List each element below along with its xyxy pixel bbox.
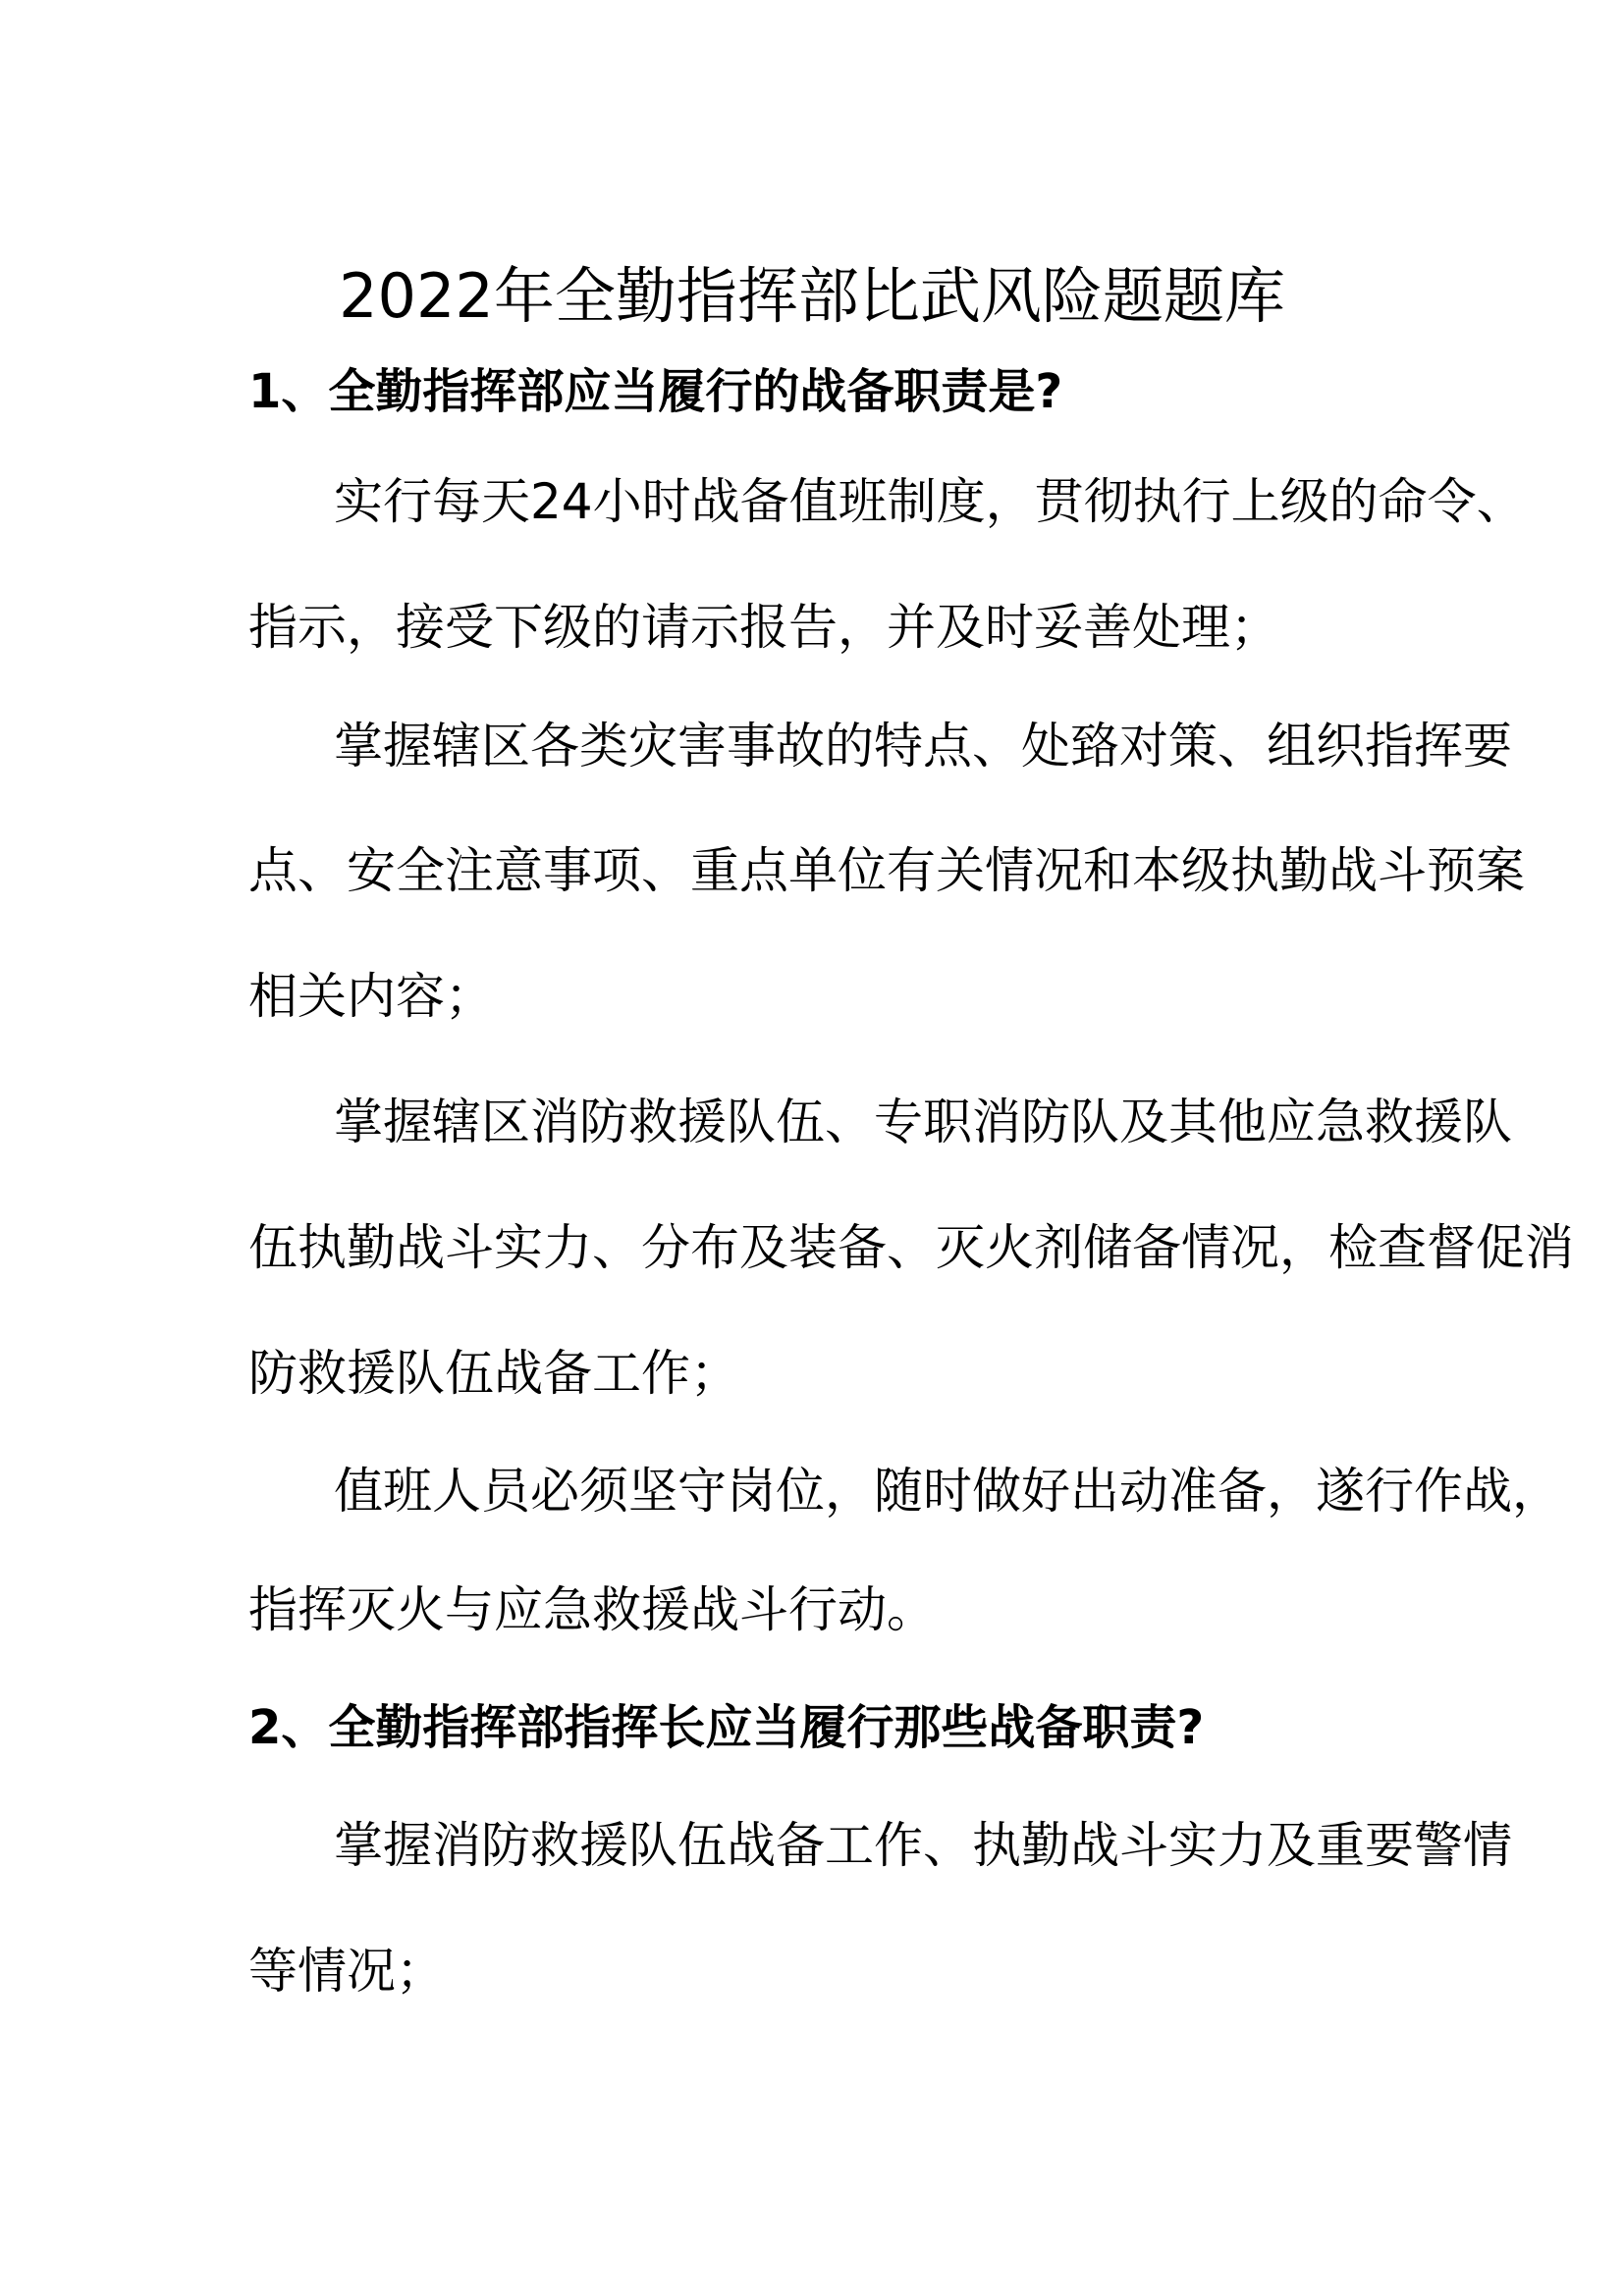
answer-line: 实行每天24小时战备值班制度，贯彻执行上级的命令、 — [334, 473, 1526, 530]
answer-line: 等情况； — [248, 1943, 445, 2000]
question-2-heading: 2、全勤指挥部指挥长应当履行那些战备职责? — [248, 1700, 1205, 1755]
answer-line: 指示，接受下级的请示报告，并及时妥善处理； — [248, 599, 1279, 656]
answer-line: 值班人员必须坚守岗位，随时做好出动准备，遂行作战， — [334, 1463, 1561, 1520]
document-title: 2022年全勤指挥部比武风险题题库 — [339, 260, 1285, 332]
answer-line: 防救援队伍战备工作； — [248, 1345, 739, 1402]
answer-line: 点、安全注意事项、重点单位有关情况和本级执勤战斗预案 — [248, 842, 1525, 899]
answer-line: 指挥灭火与应急救援战斗行动。 — [248, 1581, 936, 1638]
answer-line: 相关内容； — [248, 968, 494, 1025]
answer-line: 伍执勤战斗实力、分布及装备、灭火剂储备情况，检查督促消 — [248, 1219, 1574, 1276]
answer-line: 掌握辖区消防救援队伍、专职消防队及其他应急救援队 — [334, 1094, 1512, 1150]
answer-line: 掌握辖区各类灾害事故的特点、处臵对策、组织指挥要 — [334, 718, 1512, 774]
answer-line: 掌握消防救援队伍战备工作、执勤战斗实力及重要警情 — [334, 1817, 1512, 1874]
question-1-heading: 1、全勤指挥部应当履行的战备职责是? — [248, 364, 1063, 419]
